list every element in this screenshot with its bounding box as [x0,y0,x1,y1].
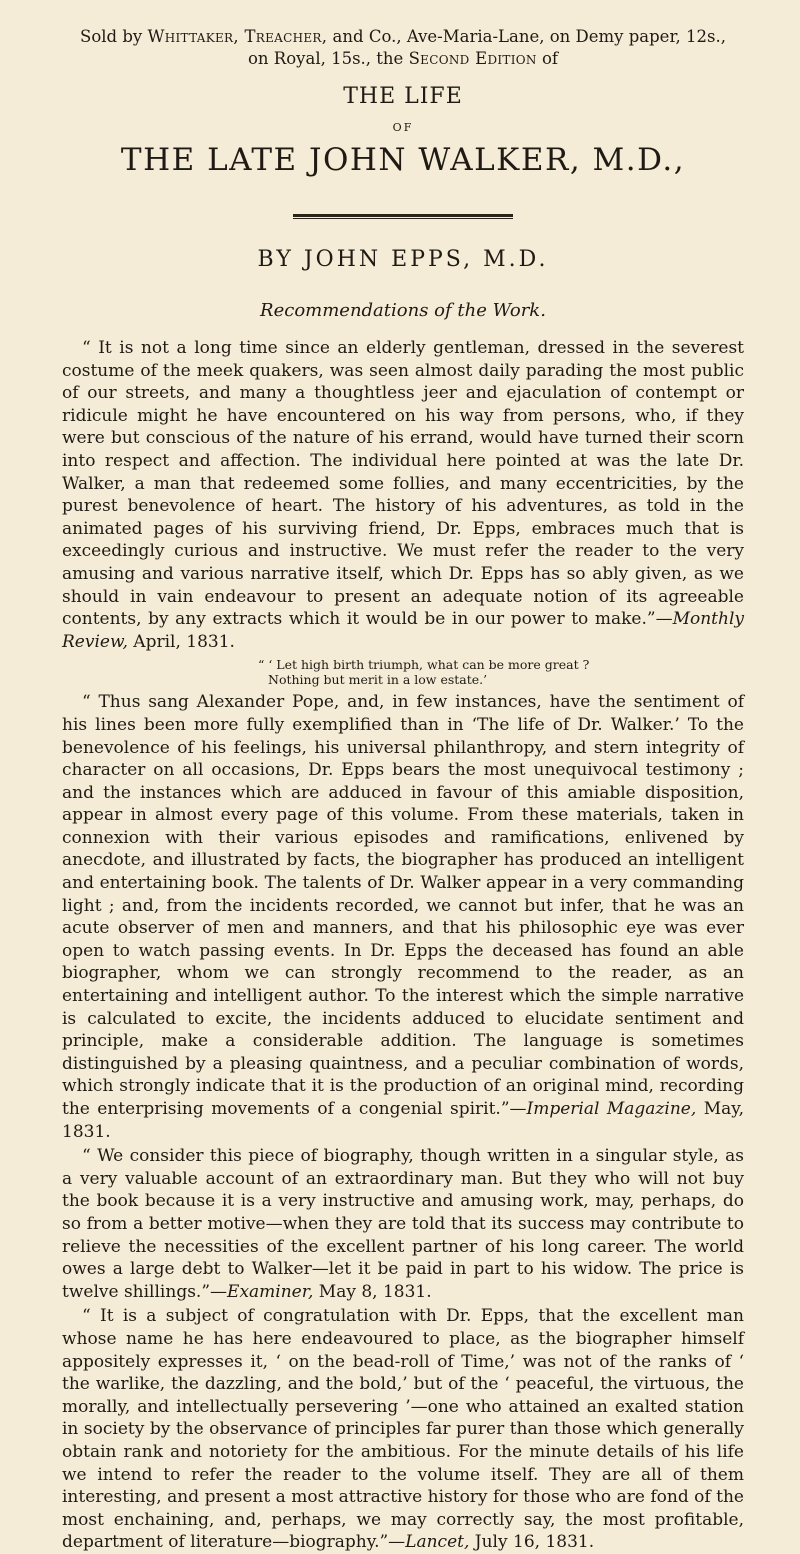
imprint-edition: Second Edition [408,49,537,68]
pope-verse [62,657,744,687]
review-date: April, 1831. [127,631,235,652]
recommendations-heading: Recommendations of the Work. [260,300,546,321]
review-examiner [62,1145,744,1303]
review-text: “ It is a subject of congratulation with Dr. Epps, that the excellent man whose name he has here endeavoured to place, as the biographer himself appositely expresses it, ‘ on the bead-roll of Time,’ was not of the ranks of ‘ the warlike, the dazzling, and the bold,’ but of the ‘ peaceful, the virtuous, the morally, and intellectually persevering ’—one who attained an exalted station in society by the observance of principles far purer than those which generally obtain rank and notoriety for the ambitious. For the minute details of his life we intend to refer the reader to the volume itself. They are all of them interesting, and present a most attractive history for those who are fond of the most enchaining, and, perhaps, we may correctly say, the most profitable, department of literature—biography.”— [62,1306,744,1553]
review-source: Monthly Review, [62,609,744,652]
book-title-of: OF [392,121,414,134]
book-title-line-1: THE LIFE [343,84,463,109]
review-lancet [62,1305,744,1554]
book-author: BY JOHN EPPS, M.D. [257,247,549,272]
imprint-of: of [541,49,558,68]
imprint-line-1 [62,26,744,48]
book-title-line-2: THE LATE JOHN WALKER, M.D., [120,142,686,178]
imprint-prefix: Sold by [80,27,143,46]
imprint-line-2 [62,48,744,70]
review-text: “ We consider this piece of biography, though written in a singular style, as a very valuable account of an extraordinary man. But they who will not buy the book because it is a very instructive and amusing work, may, perhaps, do so from a better motive—when they are told that its success may contribute to relieve the necessities of the excellent partner of his long career. The world owes a large debt to Walker—let it be paid in part to his widow. The price is twelve shillings.”— [62,1146,744,1302]
review-monthly [62,337,744,653]
verse-line: Nothing but merit in a low estate.’ [268,672,488,688]
review-date: July 16, 1831. [469,1532,595,1553]
review-text: “ It is not a long time since an elderly gentleman, dressed in the severest costume of the meek quakers, was seen almost daily parading the most public of our streets, and many a thoughtless jeer and ejaculation of contempt or ridicule might he have encountered on his way from persons, who, if they were but conscious of the nature of his errand, would have turned their scorn into respect and affection. The individual here pointed at was the late Dr. Walker, a man that redeemed some follies, and many eccentricities, by the purest benevolence of heart. The history of his adventures, as told in the animated pages of his surviving friend, Dr. Epps, embraces much that is exceedingly curious and instructive. We must refer the reader to the very amusing and various narrative itself, which Dr. Epps has so ably given, as we should in vain endeavour to present an adequate notion of its agreeable contents, by any extracts which it would be in our power to make.”— [62,338,744,630]
review-source: Imperial Magazine, [526,1099,697,1119]
review-text: “ Thus sang Alexander Pope, and, in few instances, have the sentiment of his lines been more fully exemplified than in ‘The life of Dr. Walker.’ To the benevolence of his feelings, his universal philanthropy, and stern integrity of character on all occasions, Dr. Epps bears the most unequivocal testimony ; and the instances which are adduced in favour of this amiable disposition, appear in almost every page of this volume. From these materials, taken in connexion with their various episodes and ramifications, enlivened by anecdote, and illustrated by facts, the biographer has produced an intelligent and entertaining book. The talents of Dr. Walker appear in a very commanding light ; and, from the incidents recorded, we cannot but infer, that he was an acute observer of men and manners, and that his philosophic eye was ever open to watch passing events. In Dr. Epps the deceased has found an able biographer, whom we can strongly recommend to the reader, as an entertaining and intelligent author. To the interest which the simple narrative is calculated to excite, the incidents adduced to elucidate sentiment and principle, make a considerable addition. The language is sometimes distinguished by a pleasing quaintness, and a peculiar combination of words, which strongly indicate that it is the production of an original mind, recording the enterprising movements of a congenial spirit.”— [62,692,744,1119]
verse-line: “ ‘ Let high birth triumph, what can be more great ? [258,657,590,673]
imprint-middle: and Co., Ave-Maria-Lane, on Demy paper, 12s., [332,27,726,46]
review-source: Examiner, [227,1281,314,1302]
review-date: May, 1831. [62,1099,744,1142]
imprint-publishers: Whittaker, Treacher, [147,27,328,46]
imprint [62,26,744,70]
review-source: Lancet, [405,1532,470,1553]
imprint-line2-text: on Royal, 15s., the [248,49,404,68]
title-rule [293,214,513,219]
review-date: May 8, 1831. [313,1281,432,1302]
review-imperial [62,691,744,1143]
